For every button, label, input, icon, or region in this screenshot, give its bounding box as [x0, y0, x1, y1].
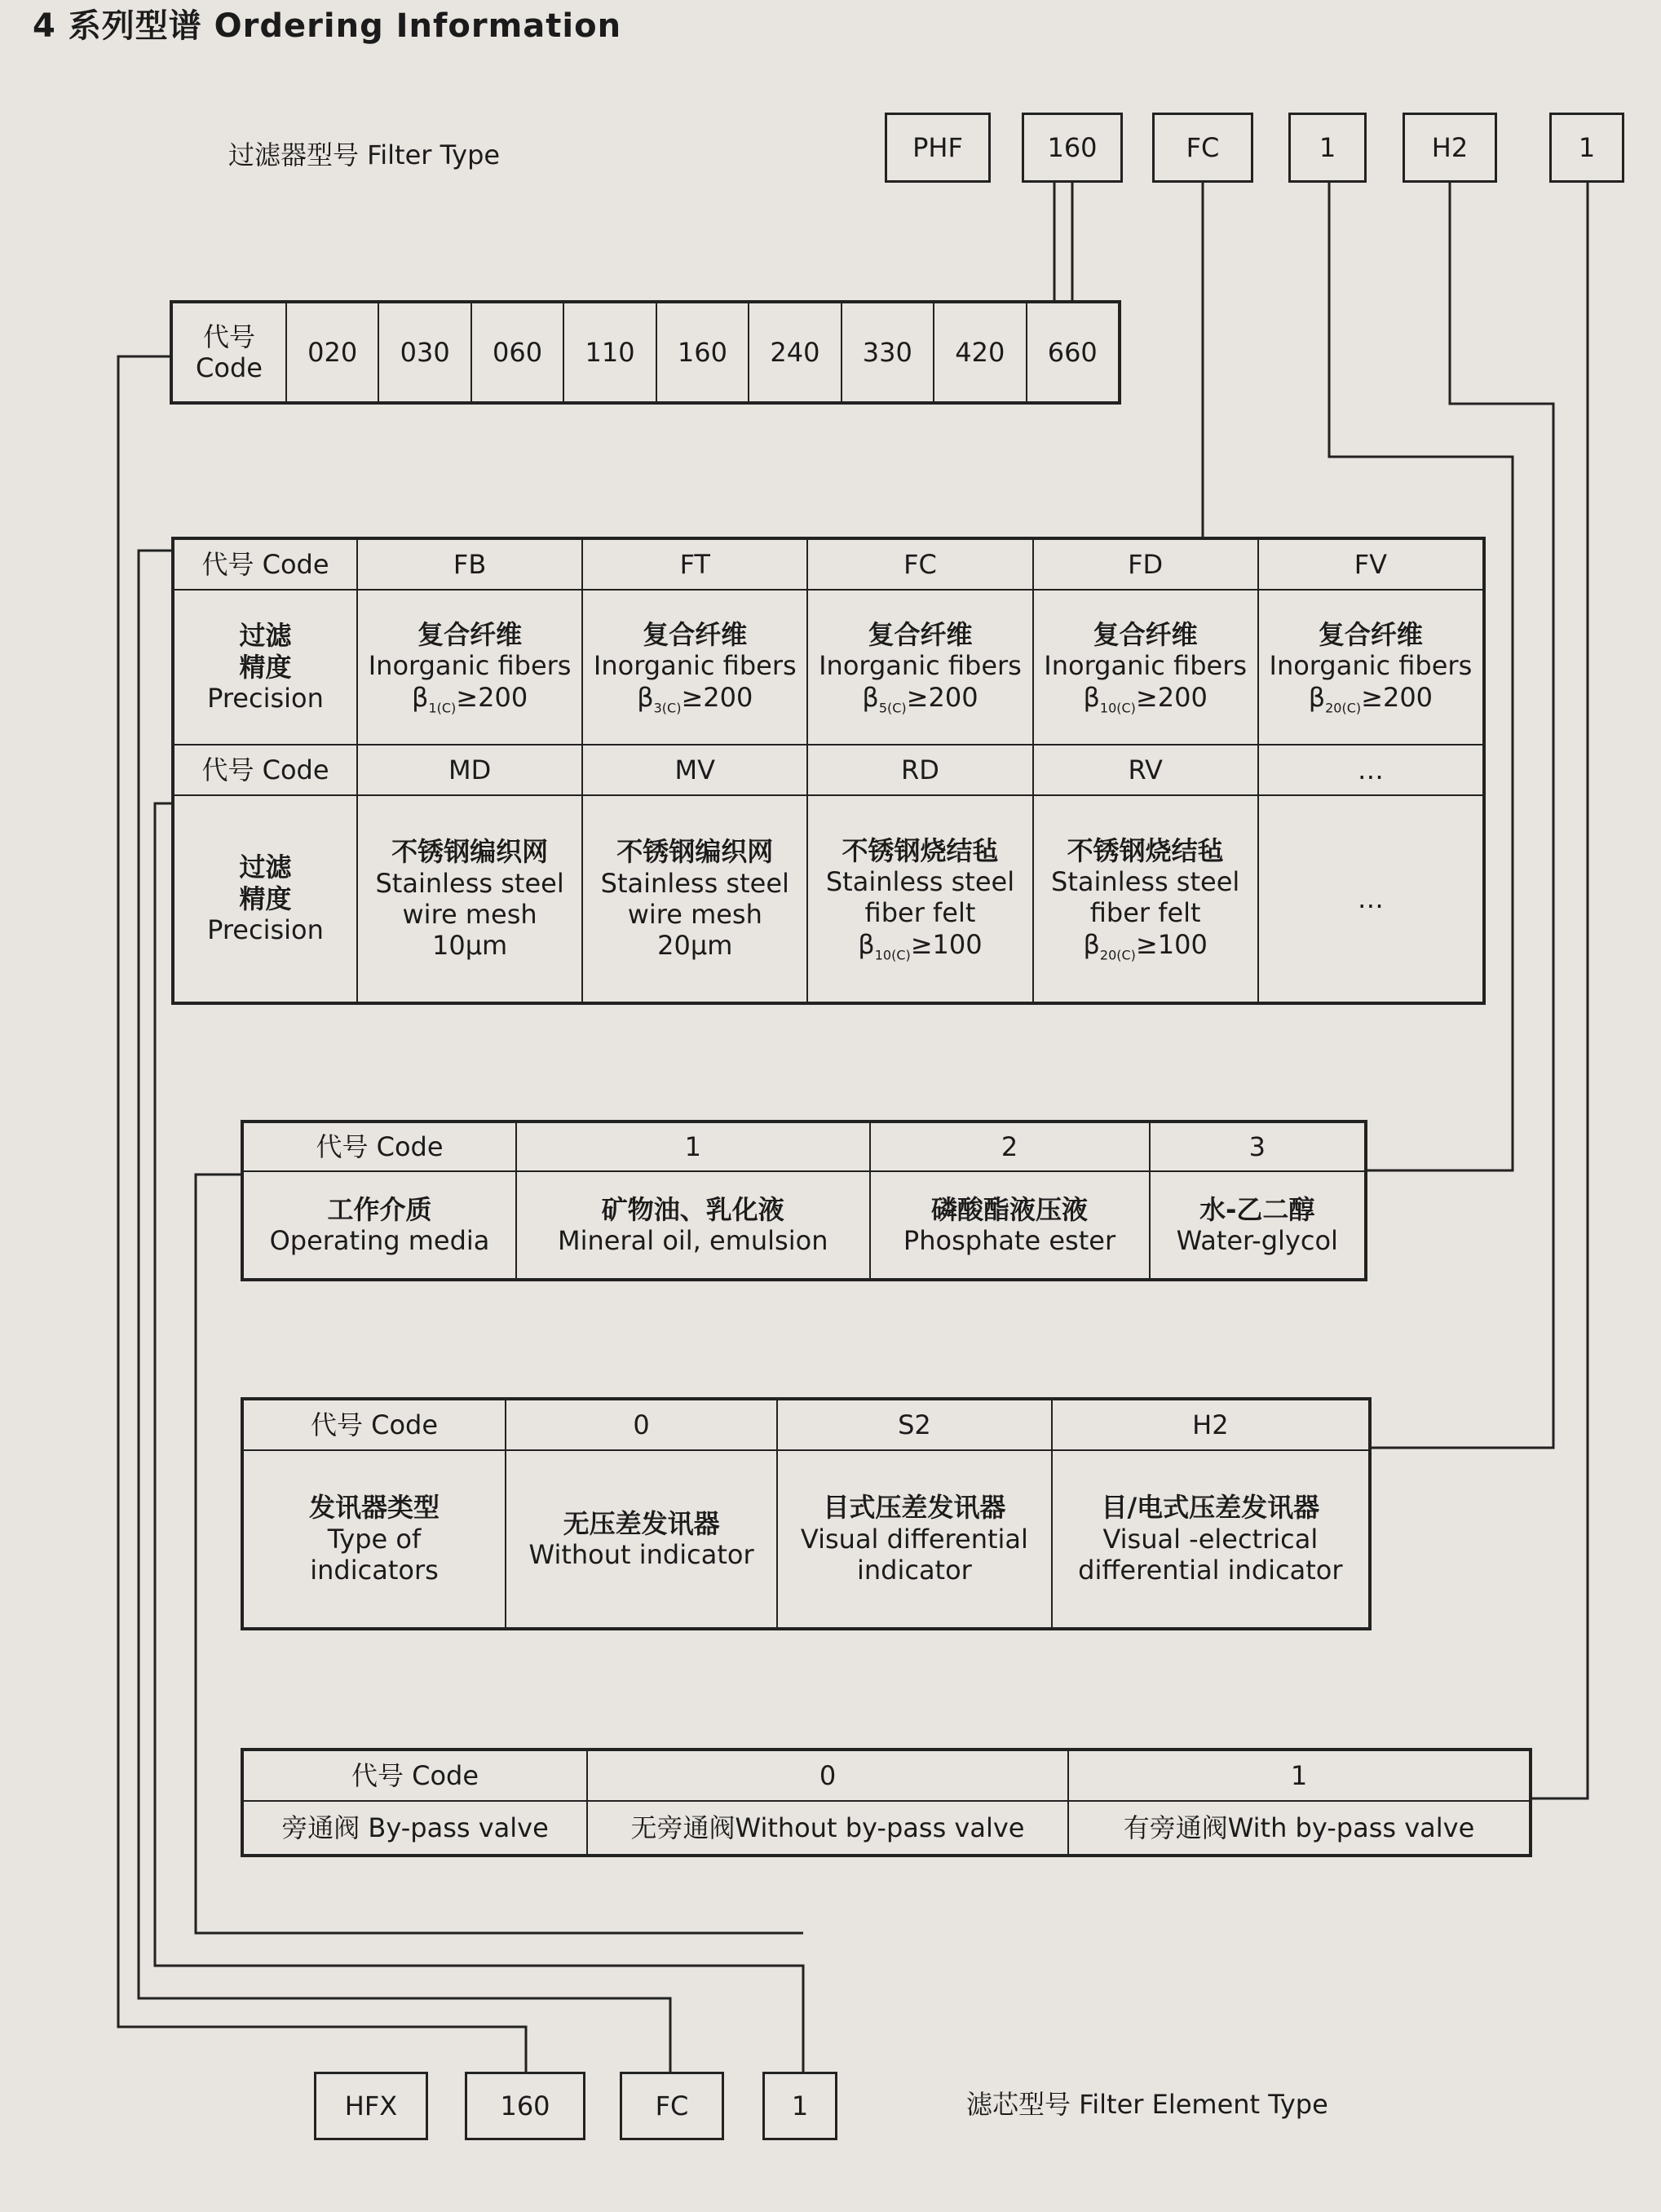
filter-code-series: PHF — [885, 113, 991, 183]
precision-item: 复合纤维 Inorganic fibers $\beta_{10(C)}\ge 200$ — [1033, 590, 1258, 745]
precision-code-header-2: 代号 Code — [174, 745, 357, 795]
precision-code: FT — [582, 539, 807, 590]
indicator-table — [242, 1399, 1370, 1629]
media-code: 3 — [1150, 1122, 1365, 1171]
page-title: 4 系列型谱 Ordering Information — [33, 7, 622, 45]
indicator-item: 目/电式压差发讯器 Visual -electrical differential indicator — [1052, 1450, 1369, 1628]
precision-item: 不锈钢烧结毡 Stainless steel fiber felt $\beta_{10(C)}\ge 100$ — [807, 795, 1032, 1002]
precision-code: MD — [357, 745, 582, 795]
size-code-cell: 060 — [471, 303, 563, 402]
indicator-label: 发讯器类型 Type of indicators — [243, 1450, 506, 1628]
size-code-cell: 420 — [934, 303, 1026, 402]
element-code-size: 160 — [465, 2072, 585, 2140]
bypass-table — [242, 1750, 1531, 1856]
media-code: 2 — [870, 1122, 1150, 1171]
bypass-item: 无旁通阀Without by-pass valve — [587, 1801, 1068, 1855]
indicator-code: S2 — [777, 1400, 1052, 1450]
size-code-table — [171, 302, 1120, 403]
precision-label: 过滤 精度 Precision — [174, 590, 357, 745]
precision-code: FV — [1258, 539, 1483, 590]
precision-code-header: 代号 Code — [174, 539, 357, 590]
precision-code: FD — [1033, 539, 1258, 590]
size-code-cell: 160 — [656, 303, 749, 402]
media-item: 水-乙二醇 Water-glycol — [1150, 1171, 1365, 1279]
filter-code-precision: FC — [1152, 113, 1253, 183]
size-code-cell: 660 — [1027, 303, 1120, 402]
precision-code: FC — [807, 539, 1032, 590]
indicator-item: 无压差发讯器 Without indicator — [506, 1450, 777, 1628]
precision-item-more: … — [1258, 795, 1483, 1002]
precision-item: 复合纤维 Inorganic fibers $\beta_{3(C)}\ge 200$ — [582, 590, 807, 745]
media-item: 磷酸酯液压液 Phosphate ester — [870, 1171, 1150, 1279]
element-type-label: 滤芯型号 Filter Element Type — [966, 2089, 1328, 2120]
indicator-code-header: 代号 Code — [243, 1400, 506, 1450]
bypass-code: 0 — [587, 1750, 1068, 1801]
size-code-cell: 030 — [378, 303, 470, 402]
bypass-code-header: 代号 Code — [243, 1750, 587, 1801]
filter-code-bypass: 1 — [1549, 113, 1624, 183]
media-code-header: 代号 Code — [243, 1122, 516, 1171]
size-code-cell: 240 — [749, 303, 841, 402]
size-code-cell: 020 — [286, 303, 378, 402]
precision-item: 不锈钢烧结毡 Stainless steel fiber felt $\beta_{20(C)}\ge 100$ — [1033, 795, 1258, 1002]
filter-code-indicator: H2 — [1403, 113, 1497, 183]
filter-code-media: 1 — [1288, 113, 1367, 183]
filter-code-size: 160 — [1022, 113, 1123, 183]
precision-item: 复合纤维 Inorganic fibers $\beta_{5(C)}\ge 200$ — [807, 590, 1032, 745]
media-item: 矿物油、乳化液 Mineral oil, emulsion — [516, 1171, 870, 1279]
media-table — [242, 1121, 1366, 1280]
media-label: 工作介质 Operating media — [243, 1171, 516, 1279]
size-code-header: 代号 Code — [172, 303, 286, 402]
indicator-item: 目式压差发讯器 Visual differential indicator — [777, 1450, 1052, 1628]
element-code-precision: FC — [620, 2072, 724, 2140]
precision-table — [173, 538, 1484, 1003]
precision-code: … — [1258, 745, 1483, 795]
bypass-code: 1 — [1068, 1750, 1530, 1801]
precision-item: 不锈钢编织网 Stainless steel wire mesh 10μm — [357, 795, 582, 1002]
precision-item: 复合纤维 Inorganic fibers $\beta_{1(C)}\ge 200$ — [357, 590, 582, 745]
media-code: 1 — [516, 1122, 870, 1171]
indicator-code: H2 — [1052, 1400, 1369, 1450]
precision-code: RV — [1033, 745, 1258, 795]
bypass-item: 有旁通阀With by-pass valve — [1068, 1801, 1530, 1855]
precision-item: 复合纤维 Inorganic fibers $\beta_{20(C)}\ge 200$ — [1258, 590, 1483, 745]
precision-label-2: 过滤 精度 Precision — [174, 795, 357, 1002]
wire-bypass — [1529, 181, 1588, 1798]
indicator-code: 0 — [506, 1400, 777, 1450]
element-code-media: 1 — [762, 2072, 837, 2140]
bypass-label: 旁通阀 By-pass valve — [243, 1801, 587, 1855]
precision-item: 不锈钢编织网 Stainless steel wire mesh 20μm — [582, 795, 807, 1002]
precision-code: RD — [807, 745, 1032, 795]
precision-code: FB — [357, 539, 582, 590]
size-code-cell: 330 — [842, 303, 934, 402]
size-code-cell: 110 — [563, 303, 656, 402]
precision-code: MV — [582, 745, 807, 795]
filter-type-label: 过滤器型号 Filter Type — [228, 139, 501, 170]
element-code-series: HFX — [314, 2072, 428, 2140]
